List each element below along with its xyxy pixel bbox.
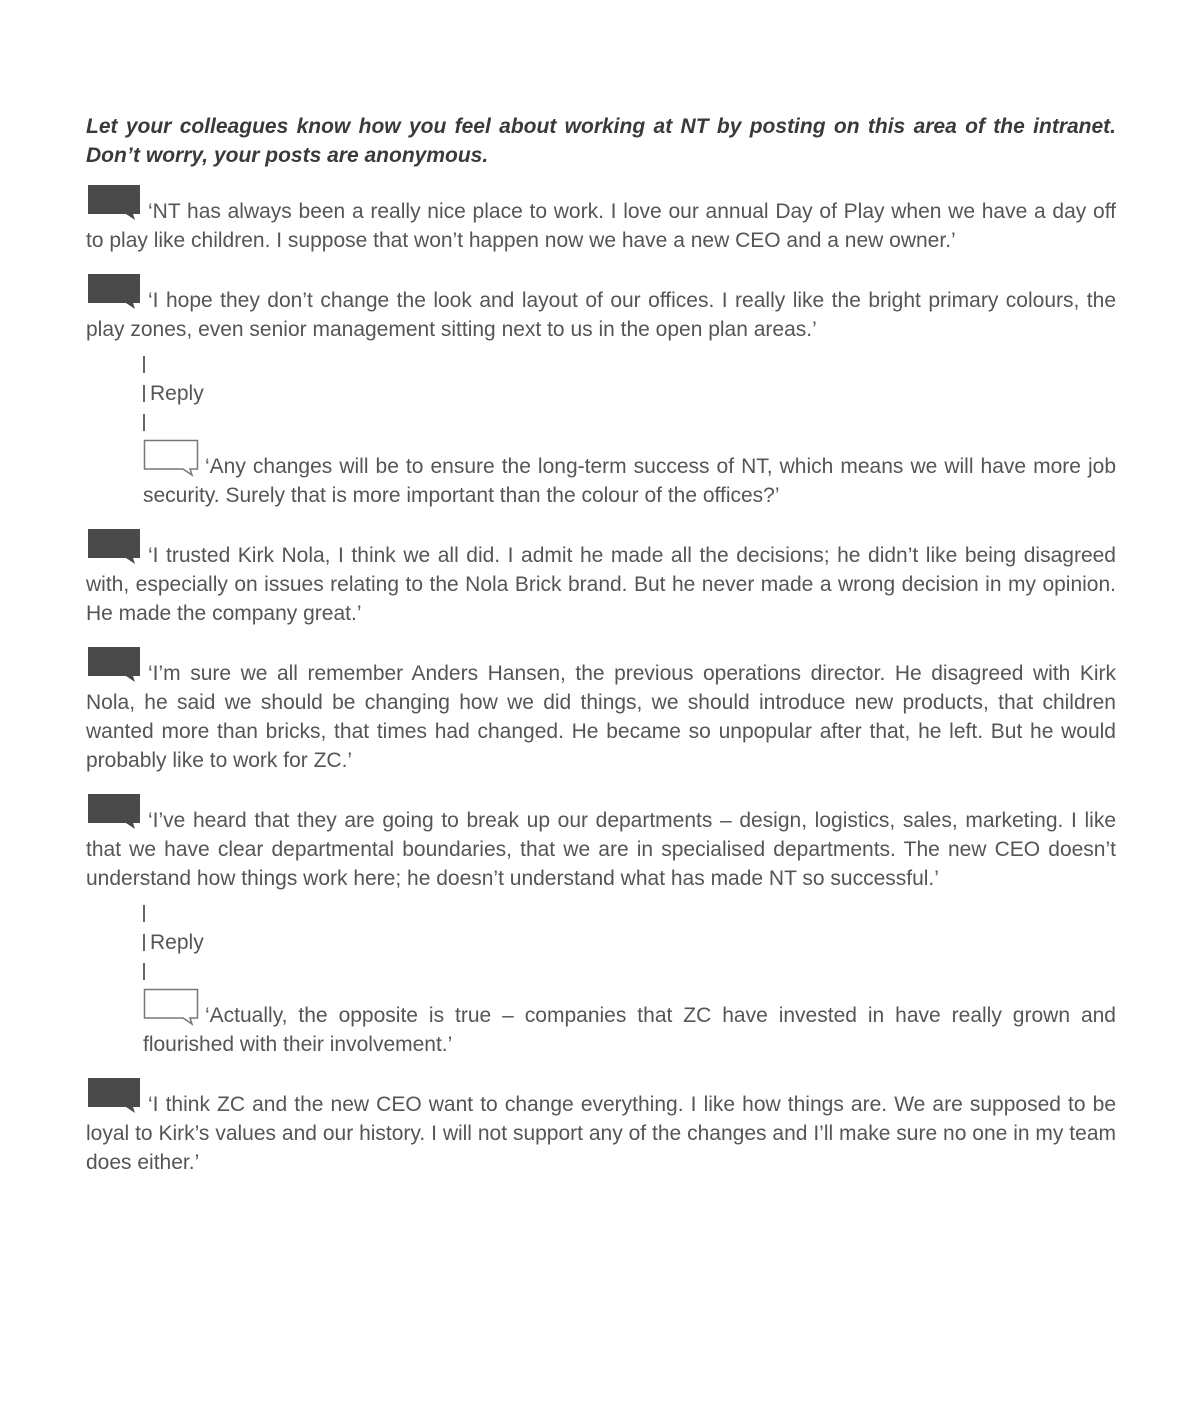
thread-line: [143, 957, 1116, 986]
reply-post: [143, 988, 1116, 1059]
speech-bubble-icon: [86, 273, 140, 307]
reply-bubble-icon: [143, 988, 197, 1022]
post-2: [86, 273, 1116, 344]
post-5: [86, 793, 1116, 893]
post-text: ‘I think ZC and the new CEO want to change everything. I like how things are. We are supposed to be loyal to Kirk’s values and our history. I will not support any of the changes and I’ll make sure no one in my team does either.’: [86, 1093, 1116, 1174]
post-1: [86, 184, 1116, 255]
post-text: ‘I’m sure we all remember Anders Hansen, the previous operations director. He disagreed with Kirk Nola, he said we should be changing how we did things, we should introduce new products, that children wanted more than bricks, that times had changed. He became so unpopular after that, he left. But he would probably like to work for ZC.’: [86, 662, 1116, 772]
reply-link[interactable]: Reply: [143, 928, 1116, 957]
reply-post: [143, 439, 1116, 510]
post-6: [86, 1077, 1116, 1177]
post-text: ‘I’ve heard that they are going to break up our departments – design, logistics, sales, marketing. I like that we have clear departmental boundaries, that we are in specialised departments. The new CEO doesn’t understand how things work here; he doesn’t understand what has made NT so successful.’: [86, 809, 1116, 890]
post-4: [86, 646, 1116, 775]
reply-thread-1: [143, 350, 1116, 510]
speech-bubble-icon: [86, 528, 140, 562]
reply-thread-2: [143, 899, 1116, 1059]
post-text: ‘I trusted Kirk Nola, I think we all did. I admit he made all the decisions; he didn’t like being disagreed with, especially on issues relating to the Nola Brick brand. But he never made a wrong decision in my opinion. He made the company great.’: [86, 544, 1116, 625]
reply-text: ‘Any changes will be to ensure the long-term success of NT, which means we will have more job security. Surely that is more important than the colour of the offices?’: [143, 455, 1116, 507]
intranet-forum: [86, 112, 1116, 1195]
thread-line: [143, 350, 1116, 379]
post-text: ‘NT has always been a really nice place to work. I love our annual Day of Play when we have a day off to play like children. I suppose that won’t happen now we have a new CEO and a new owner.’: [86, 200, 1116, 252]
thread-line: [143, 899, 1116, 928]
reply-text: ‘Actually, the opposite is true – companies that ZC have invested in have really grown and flourished with their involvement.’: [143, 1004, 1116, 1056]
speech-bubble-icon: [86, 793, 140, 827]
speech-bubble-icon: [86, 1077, 140, 1111]
speech-bubble-icon: [86, 184, 140, 218]
post-text: ‘I hope they don’t change the look and layout of our offices. I really like the bright primary colours, the play zones, even senior management sitting next to us in the open plan areas.’: [86, 289, 1116, 341]
reply-bubble-icon: [143, 439, 197, 473]
post-3: [86, 528, 1116, 628]
reply-link[interactable]: Reply: [143, 379, 1116, 408]
speech-bubble-icon: [86, 646, 140, 680]
thread-line: [143, 408, 1116, 437]
intro-text: Let your colleagues know how you feel about working at NT by posting on this area of the intranet. Don’t worry, your posts are anonymous.: [86, 115, 1116, 167]
